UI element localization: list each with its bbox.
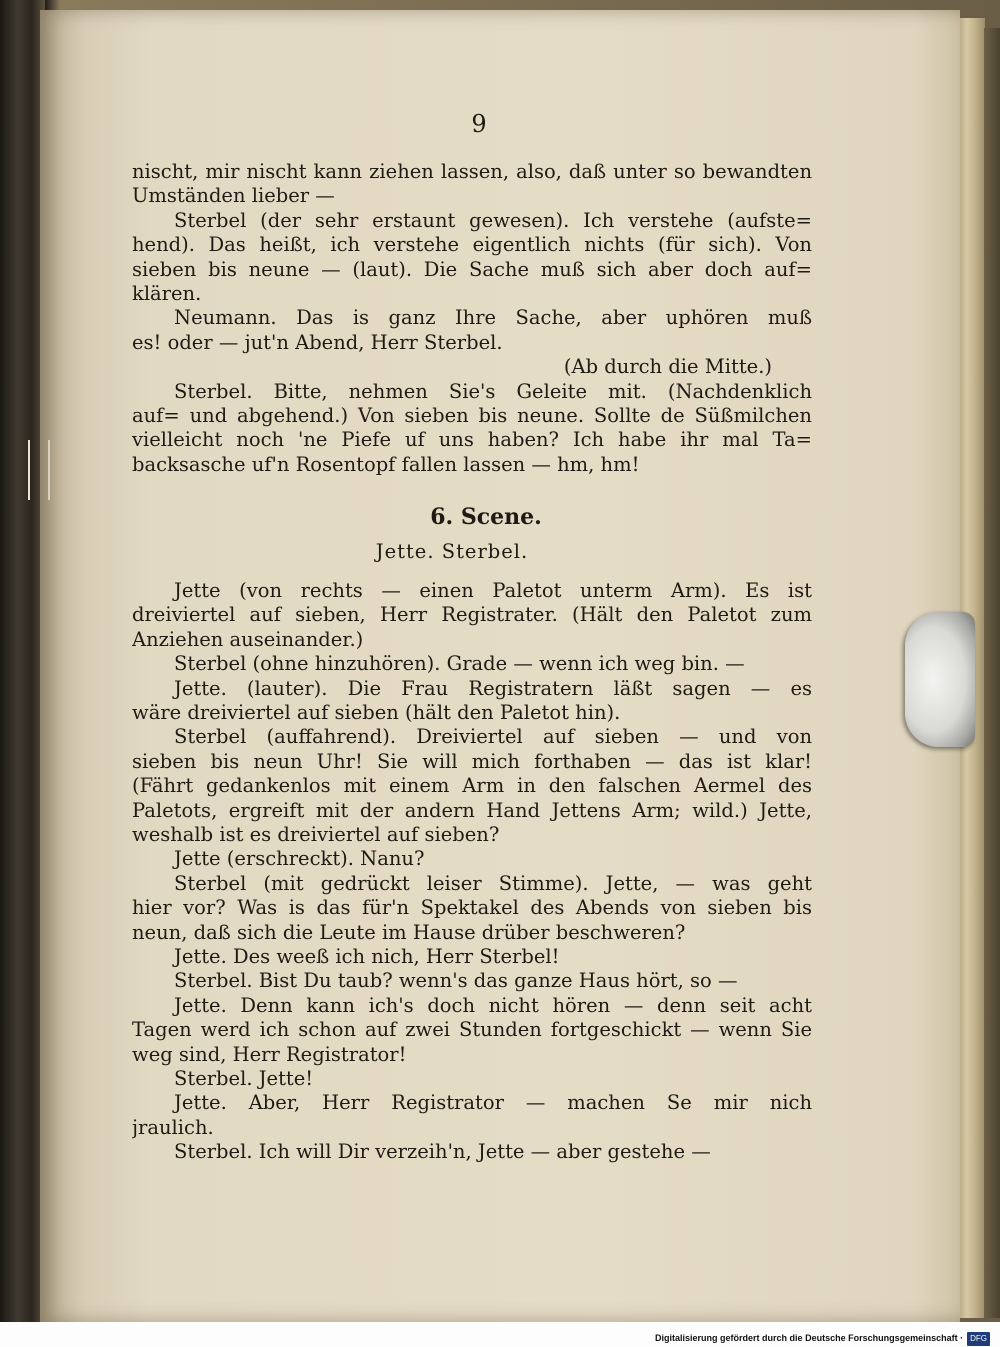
text-line: backsasche uf'n Rosentopf fallen lassen — hm, hm! [132, 452, 640, 476]
text-line: dreiviertel auf sieben, Herr Registrater. (Hält den Paletot zum [132, 603, 812, 627]
page-text [132, 110, 812, 1164]
text-line: weshalb ist es dreiviertel auf sieben? [132, 822, 500, 846]
text-line: nischt, mir nischt kann ziehen lassen, also, daß unter so bewandten [132, 160, 812, 183]
text-line: Jette (von rechts — einen Paletot unterm Arm). Es ist [174, 579, 812, 603]
text-line: Umständen lieber — [132, 184, 335, 208]
scene-cast: Jette. Sterbel. [375, 540, 529, 564]
text-line: weg sind, Herr Registrator! [132, 1042, 407, 1066]
text-line: Sterbel (der sehr erstaunt gewesen). Ich verstehe (aufste= [174, 208, 812, 232]
text-block-1 [132, 160, 812, 477]
credit-text: Digitalisierung gefördert durch die Deutsche Forschungsgemeinschaft · [655, 1333, 964, 1343]
digitization-credit [0, 1331, 1000, 1345]
stage-direction: (Ab durch die Mitte.) [563, 355, 772, 379]
text-line: Sterbel. Jette! [174, 1066, 314, 1090]
text-line: Jette. (lauter). Die Frau Registratern läßt sagen — es [174, 676, 812, 700]
text-line: (Fährt gedankenlos mit einem Arm in den falschen Aermel des [132, 774, 812, 798]
text-line: hend). Das heißt, ich verstehe eigentlich nichts (für sich). Von [132, 233, 812, 257]
scene-heading: 6. Scene. [430, 504, 542, 531]
book-spine [0, 0, 45, 1347]
dfg-logo: DFG [967, 1332, 990, 1346]
text-line: hier vor? Was is das für'n Spektakel des Abends von sieben bis [132, 896, 812, 920]
page-clip [905, 612, 975, 747]
book-cover-edge [984, 28, 1000, 1318]
text-line: Anziehen auseinander.) [132, 627, 364, 651]
page-number: 9 [471, 110, 487, 138]
text-line: Sterbel (ohne hinzuhören). Grade — wenn ich weg bin. — [174, 652, 745, 676]
text-line: Tagen werd ich schon auf zwei Stunden fortgeschickt — wenn Sie [132, 1018, 812, 1042]
text-line: auf= und abgehend.) Von sieben bis neune. Sollte de Süßmilchen [132, 403, 812, 427]
text-line: vielleicht noch 'ne Piefe uf uns haben? Ich habe ihr mal Ta= [132, 428, 812, 452]
text-line: wäre dreiviertel auf sieben (hält den Paletot hin). [132, 701, 621, 725]
binding-thread [28, 440, 50, 500]
text-line: Neumann. Das is ganz Ihre Sache, aber uphören muß [174, 306, 812, 330]
text-line: Sterbel. Bist Du taub? wenn's das ganze Haus hört, so — [174, 969, 738, 993]
text-line: es! oder — jut'n Abend, Herr Sterbel. [132, 330, 503, 354]
text-block-2 [132, 579, 812, 1164]
text-line: Jette. Denn kann ich's doch nicht hören — denn seit acht [174, 993, 812, 1017]
text-line: sieben bis neune — (laut). Die Sache muß sich aber doch auf= [132, 257, 812, 281]
text-line: Jette. Des weeß ich nich, Herr Sterbel! [174, 944, 560, 968]
text-line: Paletots, ergreift mit der andern Hand Jettens Arm; wild.) Jette, [132, 798, 812, 822]
text-line: Sterbel (mit gedrückt leiser Stimme). Jette, — was geht [174, 871, 812, 895]
text-line: sieben bis neun Uhr! Sie will mich forthaben — das ist klar! [132, 749, 812, 773]
text-line: Jette (erschreckt). Nanu? [174, 847, 425, 871]
text-line: Sterbel. Bitte, nehmen Sie's Geleite mit. (Nachdenklich [174, 379, 812, 403]
text-line: klären. [132, 281, 202, 305]
text-line: Sterbel (auffahrend). Dreiviertel auf sieben — und von [174, 725, 812, 749]
text-line: jraulich. [132, 1115, 214, 1139]
text-line: neun, daß sich die Leute im Hause drüber beschweren? [132, 920, 686, 944]
text-line: Sterbel. Ich will Dir verzeih'n, Jette — aber gestehe — [174, 1140, 711, 1164]
text-line: Jette. Aber, Herr Registrator — machen Se mir nich [174, 1091, 812, 1115]
